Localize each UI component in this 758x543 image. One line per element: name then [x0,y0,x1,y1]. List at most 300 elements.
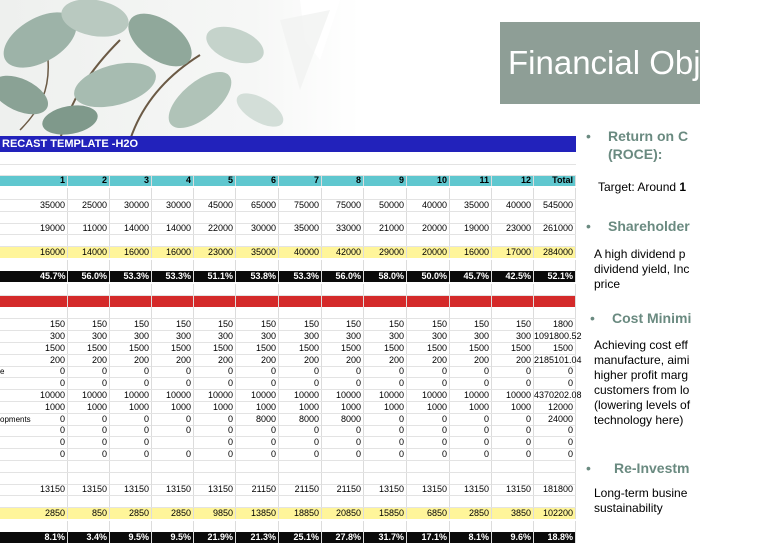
table-cell: 10000 [450,390,492,401]
table-cell: 200 [407,355,450,366]
table-cell: 0 [68,366,110,377]
table-cell: 2 [68,175,110,186]
table-cell: 1 [40,175,68,186]
table-cell: 0 [194,378,236,389]
table-cell: 150 [492,319,534,330]
table-cell [492,235,534,246]
table-row [0,521,576,533]
table-cell [407,496,450,507]
table-cell [492,461,534,472]
table-cell: 300 [68,331,110,342]
table-cell: 7 [279,175,322,186]
table-cell: 0 [40,414,68,425]
table-cell: 29000 [364,247,407,258]
table-cell [364,473,407,484]
table-cell [152,437,194,448]
table-cell: 75000 [322,200,364,211]
table-cell: 10000 [407,390,450,401]
table-cell [407,461,450,472]
table-cell: 9.5% [110,532,152,543]
table-cell: 200 [492,355,534,366]
table-cell: 181800 [534,484,576,495]
table-cell [194,284,236,295]
table-cell [68,296,110,307]
table-cell [68,473,110,484]
table-cell: 10 [407,175,450,186]
table-cell: 21.9% [194,532,236,543]
table-cell: 0 [152,425,194,436]
table-cell: 1000 [236,402,279,413]
table-cell [364,296,407,307]
table-cell: 0 [194,414,236,425]
table-cell [407,296,450,307]
table-cell: 25.1% [279,532,322,543]
table-cell: 1500 [322,343,364,354]
table-cell [110,307,152,318]
table-cell: 2850 [40,508,68,519]
table-cell: 1500 [194,343,236,354]
table-cell [40,284,68,295]
table-cell: 13150 [194,484,236,495]
section-text-line: (lowering levels of [594,398,691,412]
table-cell: 200 [364,355,407,366]
table-cell: 0 [40,366,68,377]
table-cell [407,188,450,199]
table-cell [534,461,576,472]
table-cell: 1500 [110,343,152,354]
table-cell: 0 [152,414,194,425]
table-cell [68,284,110,295]
table-cell: 0 [450,449,492,460]
table-cell: 17000 [492,247,534,258]
table-cell: 300 [194,331,236,342]
table-cell [110,212,152,223]
table-cell: 0 [68,414,110,425]
table-cell [152,296,194,307]
table-cell [364,284,407,295]
table-cell: 21150 [236,484,279,495]
table-row [0,319,576,331]
table-cell: 27.8% [322,532,364,543]
table-cell: 56.0% [322,271,364,282]
table-cell: 13150 [364,484,407,495]
table-cell [152,284,194,295]
table-cell: 0 [364,366,407,377]
table-cell [322,521,364,532]
table-cell: 16000 [40,247,68,258]
table-cell [450,212,492,223]
table-cell: 150 [194,319,236,330]
table-cell: 0 [152,366,194,377]
table-cell: 1000 [492,402,534,413]
table-cell: 18.8% [534,532,576,543]
table-row [0,532,576,543]
header-row [0,175,576,186]
table-cell: 13150 [152,484,194,495]
table-cell: 1000 [322,402,364,413]
table-cell: 0 [364,425,407,436]
table-cell [279,235,322,246]
table-cell: 10000 [110,390,152,401]
table-cell: 0 [194,449,236,460]
table-cell: 9.5% [152,532,194,543]
table-cell: 1500 [236,343,279,354]
table-cell: 284000 [534,247,576,258]
table-cell [492,496,534,507]
table-cell: 200 [279,355,322,366]
table-cell [492,284,534,295]
table-row [0,437,576,449]
table-cell: 1500 [40,343,68,354]
table-row [0,296,576,307]
table-cell [407,235,450,246]
sheet-title-bar [0,136,576,152]
table-cell: 2850 [450,508,492,519]
table-cell: 10000 [322,390,364,401]
section-heading-continued: (ROCE): [608,146,663,162]
table-cell: 0 [194,437,236,448]
table-cell [40,307,68,318]
table-cell [236,473,279,484]
table-cell: 17.1% [407,532,450,543]
bullet-icon: • [586,460,591,476]
table-cell [68,188,110,199]
table-cell [279,284,322,295]
table-cell: 1500 [407,343,450,354]
table-cell [534,473,576,484]
table-cell [236,260,279,271]
table-cell: 45.7% [450,271,492,282]
table-cell: 300 [492,331,534,342]
table-cell [364,461,407,472]
table-cell [110,473,152,484]
table-cell: 58.0% [364,271,407,282]
table-cell: 1500 [450,343,492,354]
table-cell: 1500 [364,343,407,354]
table-row [0,473,576,485]
table-cell [279,296,322,307]
table-cell: 14000 [110,223,152,234]
table-cell: 75000 [279,200,322,211]
table-cell: 0 [68,425,110,436]
table-row [0,212,576,224]
table-cell [450,296,492,307]
table-cell: 0 [68,437,110,448]
table-cell [322,260,364,271]
table-cell [492,521,534,532]
table-cell: 0 [68,449,110,460]
table-row [0,331,582,343]
table-cell [407,284,450,295]
table-cell: 13850 [236,508,279,519]
table-cell: 0 [364,414,407,425]
table-cell: 0 [279,425,322,436]
table-row [0,307,576,319]
table-cell: 30000 [152,200,194,211]
table-row [0,200,576,212]
table-row [0,284,576,296]
table-cell: 0 [110,425,152,436]
section-text-line: sustainability [594,501,663,515]
table-cell: 12000 [534,402,576,413]
table-cell: 0 [110,449,152,460]
table-cell: 13150 [40,484,68,495]
table-cell [110,296,152,307]
row-label: e [0,367,5,377]
table-cell [68,235,110,246]
table-cell: 150 [279,319,322,330]
table-cell: 1000 [407,402,450,413]
section-heading: Cost Minimi [612,310,692,326]
table-cell: 150 [450,319,492,330]
table-cell: 8 [322,175,364,186]
table-cell: 52.1% [534,271,576,282]
table-cell: 0 [152,449,194,460]
table-cell [364,496,407,507]
table-cell: 1091800.52 [534,331,582,341]
table-cell: 150 [68,319,110,330]
table-row [0,425,576,437]
table-cell [110,461,152,472]
table-cell [110,188,152,199]
table-cell: 0 [407,449,450,460]
table-cell [364,260,407,271]
table-cell [194,212,236,223]
table-cell [322,473,364,484]
table-cell [322,296,364,307]
table-cell: 21150 [279,484,322,495]
table-cell [450,188,492,199]
table-cell: 0 [450,425,492,436]
table-cell [194,461,236,472]
table-cell [407,212,450,223]
table-cell: 2185101.04 [534,354,582,365]
table-cell: 0 [236,366,279,377]
table-cell: 0 [194,366,236,377]
table-cell [236,307,279,318]
table-cell: 545000 [534,200,576,211]
table-cell [40,188,68,199]
table-cell [279,260,322,271]
table-cell [236,521,279,532]
table-cell [534,307,576,318]
table-cell [68,307,110,318]
table-cell: 24000 [534,414,576,425]
table-cell: 40000 [407,200,450,211]
table-cell [152,188,194,199]
table-cell: 300 [40,331,68,342]
table-cell [534,284,576,295]
table-cell [364,521,407,532]
table-cell: 0 [492,366,534,377]
table-cell: 42.5% [492,271,534,282]
table-cell [534,235,576,246]
table-cell: 200 [152,355,194,366]
table-cell: 1500 [279,343,322,354]
table-cell [68,212,110,223]
section-heading: Re-Investm [614,460,690,476]
table-cell [68,521,110,532]
table-cell: 200 [322,355,364,366]
table-cell [110,496,152,507]
table-row [0,461,576,473]
table-cell [236,296,279,307]
table-cell [279,461,322,472]
table-cell: 1000 [68,402,110,413]
table-cell: 13150 [407,484,450,495]
table-cell [279,307,322,318]
table-cell: 8000 [236,414,279,425]
table-cell: 0 [450,414,492,425]
table-cell [534,521,576,532]
table-cell: 1000 [152,402,194,413]
table-cell: 0 [110,366,152,377]
table-cell: 6850 [407,508,450,519]
table-cell: 10000 [492,390,534,401]
table-cell [236,235,279,246]
table-cell: 1000 [450,402,492,413]
table-cell [450,461,492,472]
table-cell: 30000 [236,223,279,234]
table-cell: 0 [322,437,364,448]
table-cell [68,461,110,472]
table-cell: 10000 [194,390,236,401]
table-cell: 102200 [534,508,576,519]
table-cell: 10000 [279,390,322,401]
table-row [0,247,576,258]
table-cell: 35000 [236,247,279,258]
table-row [0,378,576,390]
table-cell: 13150 [110,484,152,495]
table-cell: 20000 [407,247,450,258]
table-cell: 261000 [534,223,576,234]
table-cell [534,260,576,271]
table-cell: 53.8% [236,271,279,282]
table-cell: 200 [236,355,279,366]
table-cell: 0 [492,437,534,448]
table-cell: 1000 [40,402,68,413]
table-cell: 0 [534,425,576,436]
table-cell: 0 [110,437,152,448]
section-text-line: Long-term busine [594,486,688,500]
table-cell [364,188,407,199]
table-cell: 16000 [450,247,492,258]
table-cell: 0 [364,378,407,389]
table-cell: 21150 [322,484,364,495]
section-text-line: price [594,277,621,291]
table-cell [407,473,450,484]
table-cell: 1000 [194,402,236,413]
table-cell: 9850 [194,508,236,519]
table-cell [110,260,152,271]
table-cell: 300 [279,331,322,342]
table-cell: 65000 [236,200,279,211]
table-cell: 300 [236,331,279,342]
table-cell: 1000 [110,402,152,413]
table-cell: 45000 [194,200,236,211]
table-cell [450,307,492,318]
table-cell: 23000 [194,247,236,258]
table-cell: 14000 [152,223,194,234]
section-text-line: Target: Around 1 [598,180,687,194]
table-cell [40,521,68,532]
table-cell [152,260,194,271]
table-cell: 0 [279,449,322,460]
table-row [0,366,576,378]
table-cell: 1500 [68,343,110,354]
table-cell [194,496,236,507]
table-cell: 0 [364,437,407,448]
table-cell: 0 [110,378,152,389]
table-cell: 0 [534,366,576,377]
table-cell [279,521,322,532]
table-cell: 8000 [322,414,364,425]
table-cell: 0 [407,414,450,425]
table-cell: 0 [194,425,236,436]
table-cell: 0 [40,378,68,389]
table-cell [450,284,492,295]
section-text-line: manufacture, aimi [594,353,690,367]
table-row [0,354,582,367]
row-label: opments [0,414,31,424]
table-row [0,271,576,282]
section-heading: Shareholder [608,218,690,234]
table-cell: 40000 [492,200,534,211]
table-cell: 30000 [110,200,152,211]
table-cell: 0 [450,378,492,389]
bullet-icon: • [586,218,591,234]
table-cell: 12 [492,175,534,186]
table-cell: 1500 [534,343,576,354]
table-cell [279,473,322,484]
table-cell: 200 [40,355,68,366]
table-row [0,390,582,402]
table-cell: 0 [236,449,279,460]
table-cell [534,212,576,223]
table-cell: 3 [110,175,152,186]
table-cell [279,188,322,199]
table-cell: 50000 [364,200,407,211]
table-cell: 9 [364,175,407,186]
table-cell [194,260,236,271]
table-cell: 1000 [364,402,407,413]
table-cell: 22000 [194,223,236,234]
table-cell: 0 [322,449,364,460]
table-cell [236,188,279,199]
section-text-line: technology here) [594,413,684,427]
table-cell: 13150 [492,484,534,495]
table-cell: 150 [40,319,68,330]
table-row [0,260,576,272]
table-cell: 0 [364,449,407,460]
table-cell: 4 [152,175,194,186]
table-cell: 20000 [407,223,450,234]
table-cell: 21000 [364,223,407,234]
table-cell [450,260,492,271]
table-cell [364,212,407,223]
section-text-line: customers from lo [594,383,690,397]
table-cell: 53.3% [110,271,152,282]
table-cell [534,188,576,199]
table-cell: 200 [110,355,152,366]
table-cell [152,496,194,507]
table-cell: 3850 [492,508,534,519]
table-cell [407,521,450,532]
table-cell: 150 [110,319,152,330]
table-cell: 42000 [322,247,364,258]
table-cell [492,260,534,271]
section-text-line: higher profit marg [594,368,689,382]
